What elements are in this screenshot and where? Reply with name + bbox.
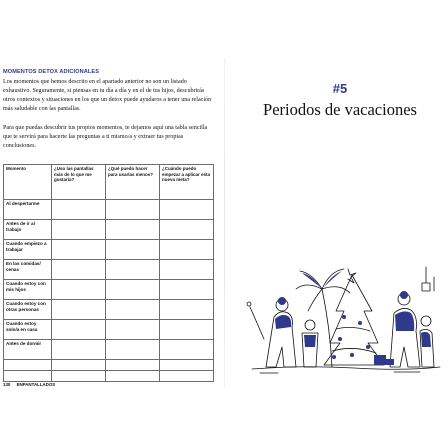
table-row [4,360,214,371]
header-start: ¿Cuándo puedo empezar a aplicar esta nueva meta? [160,165,214,200]
chapter-title: Periodos de vacaciones [263,100,417,119]
table-cell [160,200,214,220]
left-page [0,62,216,397]
page-number: 130 [3,382,11,387]
header-moment: Momento [4,165,52,200]
book-gutter [224,58,225,388]
row-label [4,371,52,382]
table-cell [52,240,106,260]
table-cell [52,300,106,320]
table-cell [106,371,160,382]
running-title: ENPANTALLADOS [16,382,56,387]
table-cell [52,340,106,360]
table-cell [106,260,160,280]
table-cell [106,340,160,360]
row-label: En las comidas/ cenas [4,260,52,280]
table-cell [52,280,106,300]
table-cell [106,360,160,371]
table-row [4,260,214,280]
table-cell [160,320,214,340]
table-row [4,200,214,220]
header-reduce: ¿Qué puedo hacer para usarlas menos? [106,165,160,200]
right-page [232,62,448,397]
table-row [4,371,214,382]
row-label: Antes de dormir [4,340,52,360]
table-cell [106,320,160,340]
table-row [4,300,214,320]
table-cell [106,240,160,260]
table-cell [52,260,106,280]
table-cell [52,320,106,340]
row-label: Antes de ir al trabajo [4,220,52,240]
page-footer [3,382,55,387]
table-cell [160,371,214,382]
table-row [4,240,214,260]
section-heading: MOMENTOS DETOX ADICIONALES [3,69,100,75]
table-row [4,280,214,300]
table-row [4,220,214,240]
table-cell [160,260,214,280]
table-cell [52,360,106,371]
row-label: Cuando estoy con otras personas [4,300,52,320]
row-label [4,360,52,371]
table-cell [52,371,106,382]
table-row [4,340,214,360]
intro-paragraph: Los momentos que hemos descrito en el apartado anterior no son un listado exhaustivo. Seguramente, si piensas en tu día a día y en el de tus hijos, descubrirás otros contextos y situaciones en los que un detox puede ayudaros a tener una relación más saludable con las pantallas. [3,79,212,112]
table-cell [106,200,160,220]
table-cell [160,220,214,240]
table-cell [160,340,214,360]
instructions-paragraph: Para que puedas descubrir tus propios momentos, te dejamos aquí una tabla sencilla que te servirá para hacerte las preguntas a ti mismo/a y extraer tus propias conclusiones. [3,125,208,149]
chapter-number: #5 [332,81,348,96]
row-label: Cuando estoy solo/a en casa [4,320,52,340]
table-cell [106,300,160,320]
table-cell [160,240,214,260]
holiday-family-illustration [244,247,442,381]
row-label: Cuando empiezo a trabajar [4,240,52,260]
detox-moments-table [3,164,214,382]
table-cell [106,220,160,240]
header-overuse: ¿Uso las pantallas más de lo que me gustaría? [52,165,106,200]
table-cell [52,220,106,240]
table-cell [160,360,214,371]
table-cell [160,300,214,320]
row-label: Cuando estoy con mis hijos [4,280,52,300]
row-label: Al despertarme [4,200,52,220]
table-cell [106,280,160,300]
table-cell [160,280,214,300]
table-cell [52,200,106,220]
table-header-row [4,165,214,200]
table-row [4,320,214,340]
